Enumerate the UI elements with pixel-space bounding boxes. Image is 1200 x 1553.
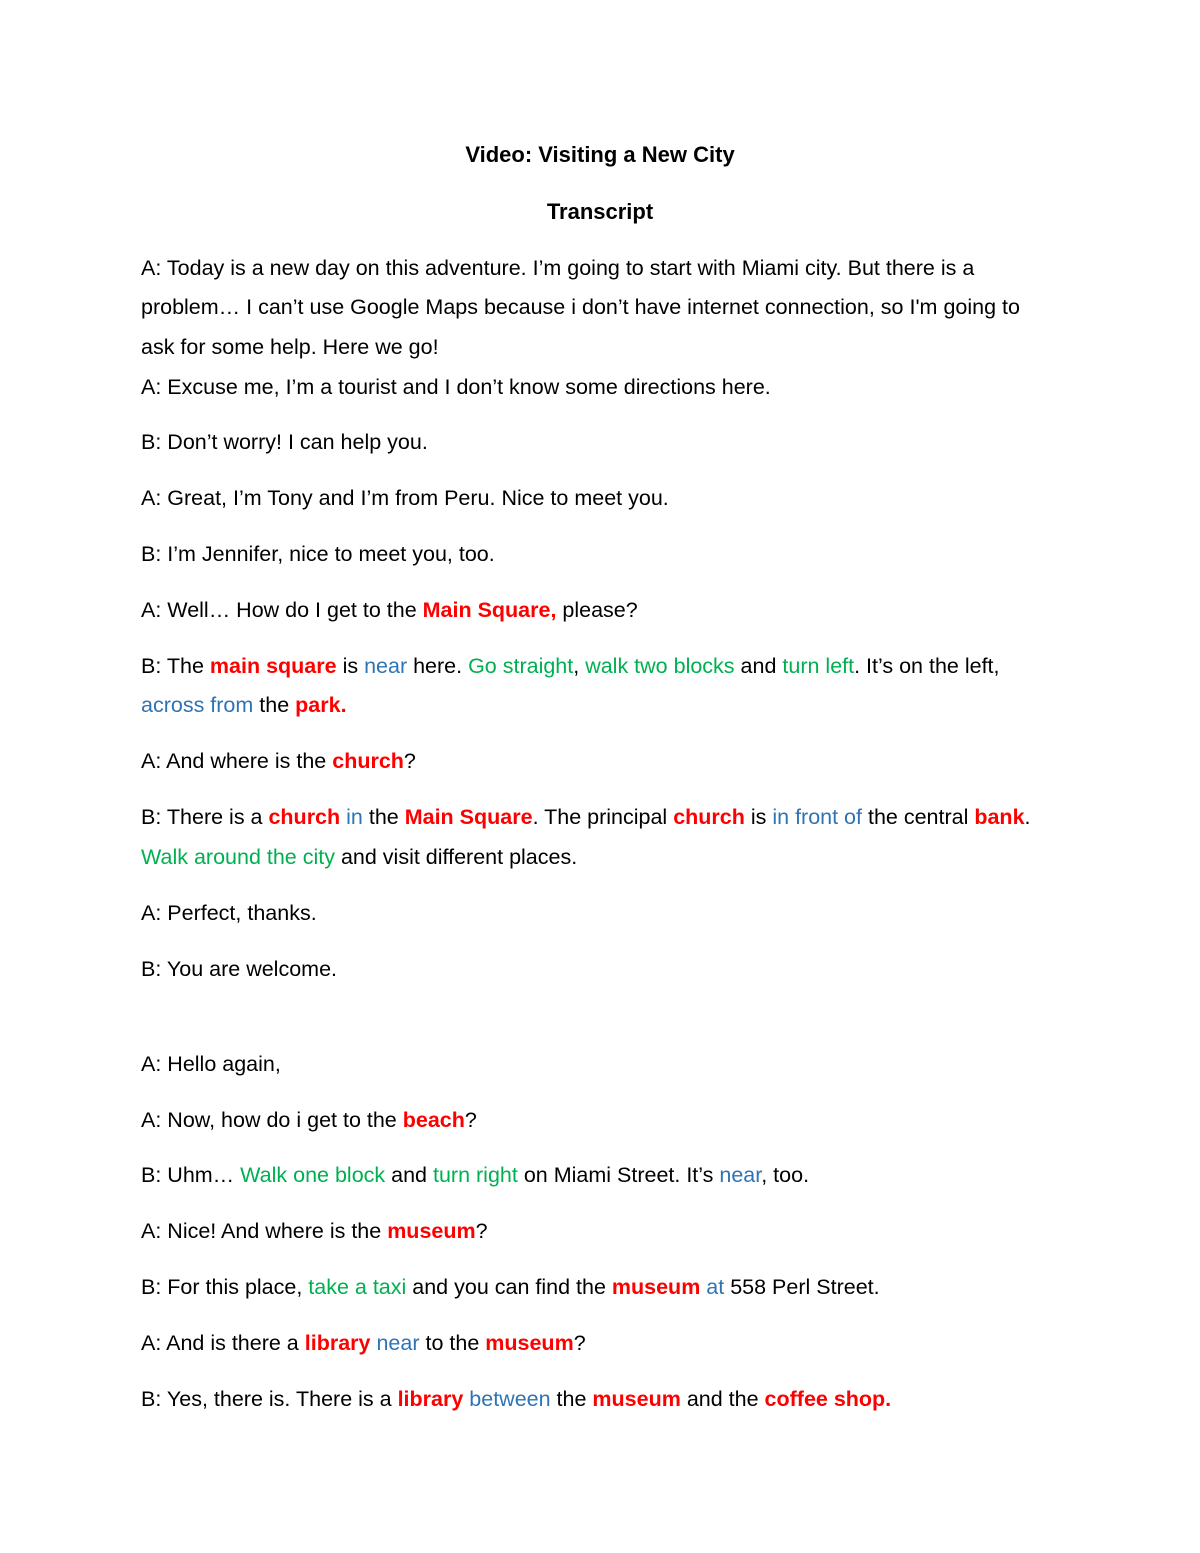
- transcript-line: [141, 373, 771, 401]
- transcript-text: the: [362, 805, 405, 829]
- transcript-line: [141, 955, 337, 983]
- transcript-line: [141, 1385, 891, 1413]
- keyword-preposition: between: [469, 1387, 551, 1411]
- transcript-text: ?: [464, 1108, 477, 1132]
- keyword-place: church: [268, 805, 341, 829]
- keyword-place: Main Square,: [422, 598, 557, 622]
- transcript-text: ,: [573, 654, 586, 678]
- keyword-direction: Go straight: [468, 654, 574, 678]
- transcript-text: the: [253, 693, 296, 717]
- transcript-text: and: [385, 1163, 433, 1187]
- transcript-text: and you can find the: [406, 1275, 612, 1299]
- transcript-text: B: The: [141, 654, 210, 678]
- keyword-place: museum: [592, 1387, 681, 1411]
- transcript-text: and visit different places.: [334, 845, 578, 869]
- keyword-place: museum: [387, 1219, 476, 1243]
- transcript-text: problem… I can’t use Google Maps because i don’t have internet connection, so I'm going to: [141, 295, 1020, 319]
- transcript-text: please?: [556, 598, 638, 622]
- transcript-text: A: Nice! And where is the: [141, 1219, 388, 1243]
- transcript-text: . The principal: [532, 805, 674, 829]
- keyword-place: library: [304, 1331, 371, 1355]
- keyword-preposition: in: [346, 805, 363, 829]
- transcript-line: [141, 254, 974, 282]
- keyword-preposition: near: [376, 1331, 420, 1355]
- transcript-line: [141, 484, 669, 512]
- transcript-text: A: Perfect, thanks.: [141, 901, 317, 925]
- document-subtitle: Transcript: [546, 199, 654, 224]
- transcript-text: B: For this place,: [141, 1275, 309, 1299]
- transcript-text: here.: [407, 654, 469, 678]
- transcript-text: ?: [573, 1331, 586, 1355]
- transcript-text: 558 Perl Street.: [724, 1275, 880, 1299]
- transcript-line: [141, 843, 577, 871]
- transcript-text: , too.: [761, 1163, 810, 1187]
- keyword-place: church: [332, 749, 404, 773]
- transcript-text: B: Don’t worry! I can help you.: [141, 430, 428, 454]
- transcript-line: [141, 428, 428, 456]
- keyword-place: bank: [974, 805, 1025, 829]
- keyword-direction: turn right: [432, 1163, 518, 1187]
- keyword-preposition: near: [364, 654, 408, 678]
- transcript-line: [141, 652, 1000, 680]
- transcript-text: A: Well… How do I get to the: [141, 598, 423, 622]
- keyword-place: church: [673, 805, 745, 829]
- transcript-text: A: Hello again,: [141, 1052, 281, 1076]
- transcript-line: [141, 747, 416, 775]
- transcript-text: A: Great, I’m Tony and I’m from Peru. Nice to meet you.: [141, 486, 669, 510]
- transcript-line: [141, 333, 439, 361]
- transcript-text: A: And where is the: [141, 749, 333, 773]
- transcript-text: B: Uhm…: [141, 1163, 241, 1187]
- transcript-line: [141, 1161, 809, 1189]
- keyword-preposition: near: [719, 1163, 762, 1187]
- transcript-text: the: [550, 1387, 593, 1411]
- transcript-text: on Miami Street. It’s: [517, 1163, 720, 1187]
- transcript-text: A: Now, how do i get to the: [141, 1108, 403, 1132]
- transcript-text: the central: [862, 805, 975, 829]
- transcript-text: ?: [403, 749, 416, 773]
- keyword-preposition: across from: [141, 693, 254, 717]
- keyword-place: coffee shop.: [764, 1387, 892, 1411]
- transcript-text: B: I’m Jennifer, nice to meet you, too.: [141, 542, 495, 566]
- transcript-text: ?: [475, 1219, 488, 1243]
- keyword-place: library: [397, 1387, 464, 1411]
- keyword-place: beach: [402, 1108, 465, 1132]
- transcript-text: A: Today is a new day on this adventure. I’m going to start with Miami city. But there is a: [141, 256, 975, 280]
- document-title: Video: Visiting a New City: [465, 142, 735, 167]
- transcript-line: [141, 691, 347, 719]
- keyword-direction: take a taxi: [308, 1275, 407, 1299]
- keyword-direction: walk two blocks: [585, 654, 735, 678]
- transcript-line: [141, 899, 317, 927]
- keyword-direction: Walk around the city: [141, 845, 335, 869]
- keyword-preposition: in front of: [772, 805, 862, 829]
- transcript-line: [141, 1273, 880, 1301]
- keyword-direction: Walk one block: [240, 1163, 386, 1187]
- keyword-preposition: at: [706, 1275, 725, 1299]
- transcript-line: [141, 1329, 586, 1357]
- transcript-text: ask for some help. Here we go!: [141, 335, 439, 359]
- transcript-text: to the: [419, 1331, 486, 1355]
- transcript-text: is: [744, 805, 773, 829]
- transcript-text: B: You are welcome.: [141, 957, 338, 981]
- transcript-text: . It’s on the left,: [854, 654, 1000, 678]
- transcript-line: [141, 1106, 477, 1134]
- transcript-line: [141, 540, 495, 568]
- transcript-text: .: [1024, 805, 1031, 829]
- keyword-place: museum: [611, 1275, 701, 1299]
- transcript-line: [141, 803, 1031, 831]
- transcript-text: and the: [680, 1387, 765, 1411]
- keyword-direction: turn left: [782, 654, 855, 678]
- transcript-text: A: And is there a: [141, 1331, 305, 1355]
- keyword-place: museum: [485, 1331, 574, 1355]
- transcript-text: is: [336, 654, 365, 678]
- transcript-line: [141, 1217, 488, 1245]
- transcript-text: B: There is a: [141, 805, 269, 829]
- keyword-place: park.: [295, 693, 347, 717]
- transcript-line: [141, 596, 638, 624]
- keyword-place: main square: [209, 654, 337, 678]
- keyword-place: Main Square: [404, 805, 533, 829]
- transcript-line: [141, 293, 1020, 321]
- transcript-text: and: [734, 654, 783, 678]
- transcript-text: A: Excuse me, I’m a tourist and I don’t know some directions here.: [141, 375, 771, 399]
- transcript-line: [141, 1050, 281, 1078]
- transcript-text: B: Yes, there is. There is a: [141, 1387, 398, 1411]
